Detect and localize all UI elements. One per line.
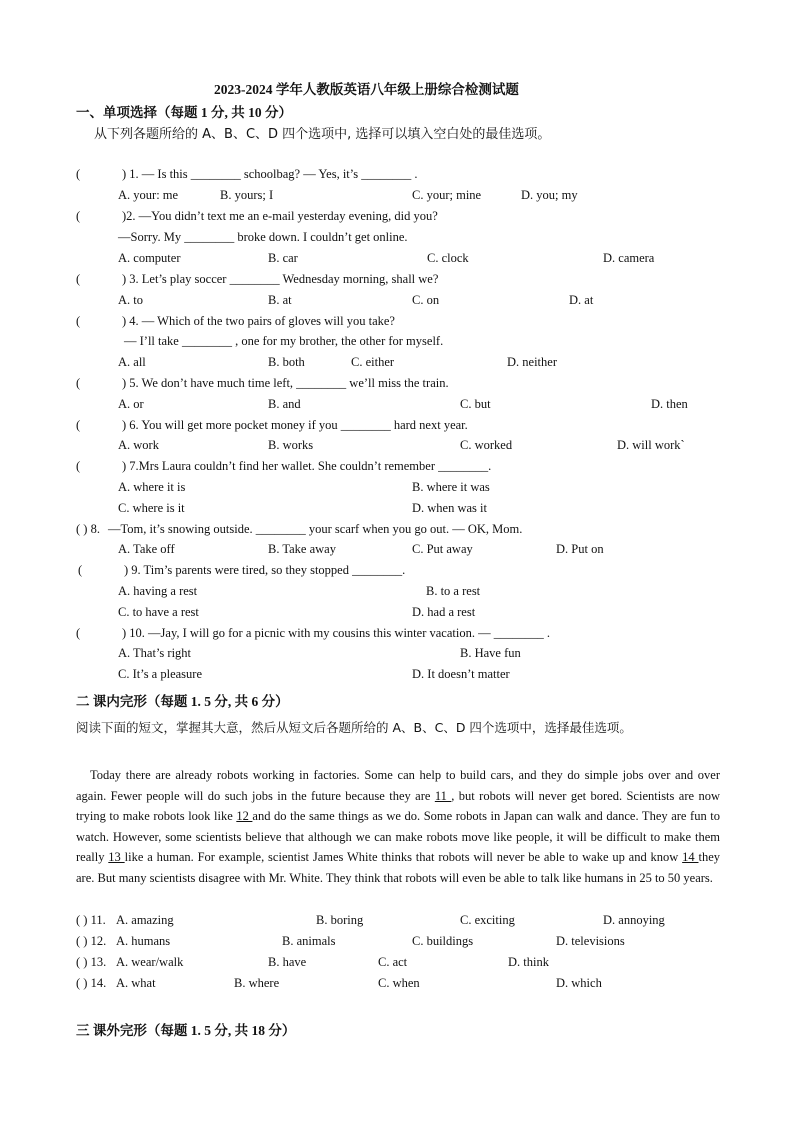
blank-11: 11 — [434, 788, 452, 803]
cloze-13-option-c: C. act — [378, 955, 408, 969]
question-7-stem: ) 7.Mrs Laura couldn’t find her wallet. She couldn’t remember ________. — [122, 459, 492, 473]
question-2-option-b: B. car — [268, 251, 298, 265]
question-10-option-a: A. That’s right — [118, 646, 192, 660]
question-2-stem: )2. —You didn’t text me an e-mail yesterday evening, did you? — [122, 209, 438, 223]
section1-heading: 一、单项选择（每题 1 分, 共 10 分） — [76, 105, 292, 120]
question-5-option-c: C. but — [460, 397, 491, 411]
question-4-stem: ) 4. — Which of the two pairs of gloves will you take? — [122, 314, 395, 328]
question-8-option-b: B. Take away — [268, 542, 336, 556]
question-7-option-a: A. where it is — [118, 480, 186, 494]
question-4-option-d: D. neither — [507, 355, 557, 369]
question-10-stem: ) 10. —Jay, I will go for a picnic with my cousins this winter vacation. — ________ . — [122, 626, 550, 640]
question-4-stem-line2: — I’ll take ________ , one for my brother, the other for myself. — [124, 334, 444, 348]
cloze-13-option-b: B. have — [268, 955, 307, 969]
cloze-11-label: ( ) 11. — [76, 913, 106, 927]
question-9-option-b: B. to a rest — [426, 584, 481, 598]
question-1-option-c: C. your; mine — [412, 188, 482, 202]
cloze-passage — [76, 765, 720, 889]
blank-12: 12 — [236, 809, 253, 824]
blank-14: 14 — [682, 850, 699, 865]
question-1-option-a: A. your: me — [118, 188, 179, 202]
question-9-paren: ( — [78, 563, 83, 577]
question-1-option-d: D. you; my — [521, 188, 578, 202]
question-3-option-a: A. to — [118, 293, 143, 307]
passage-part-4: like a human. For example, scientist James White thinks that robots will never be able to wake up and know — [124, 850, 683, 865]
question-10-option-c: C. It’s a pleasure — [118, 667, 203, 681]
passage-part-1: Today there are already robots working in factories. Some can help to build cars, and they do simple jobs over and over again. Fewer people will do such jobs in the future because they are — [76, 768, 720, 803]
question-6-option-d: D. will work` — [617, 438, 685, 452]
question-3-paren: ( — [76, 272, 81, 286]
question-5-option-b: B. and — [268, 397, 301, 411]
question-6-paren: ( — [76, 418, 81, 432]
question-7-option-c: C. where is it — [118, 501, 185, 515]
question-8-paren: ( ) 8. — [76, 522, 100, 536]
question-5-option-d: D. then — [651, 397, 688, 411]
question-9-option-c: C. to have a rest — [118, 605, 199, 619]
passage-part-3: and do the same things as we do. Some robots in Japan can walk and dance. They are fun to watch. However, some scientists believe that although we can make robots move like people, it will be difficult to make them really — [76, 809, 720, 865]
cloze-13-option-d: D. think — [508, 955, 549, 969]
question-9-option-a: A. having a rest — [118, 584, 198, 598]
question-2-option-c: C. clock — [427, 251, 469, 265]
section2-heading: 二 课内完形（每题 1. 5 分, 共 6 分） — [76, 694, 289, 709]
question-9-option-d: D. had a rest — [412, 605, 476, 619]
blank-13: 13 — [108, 850, 125, 865]
question-8-option-a: A. Take off — [118, 542, 175, 556]
cloze-14-option-b: B. where — [234, 976, 280, 990]
cloze-14-label: ( ) 14. — [76, 976, 107, 990]
cloze-12-option-c: C. buildings — [412, 934, 474, 948]
question-1-option-b: B. yours; I — [220, 188, 274, 202]
question-6-option-b: B. works — [268, 438, 314, 452]
cloze-14-option-c: C. when — [378, 976, 420, 990]
question-4-option-c: C. either — [351, 355, 395, 369]
question-9-stem: ) 9. Tim’s parents were tired, so they stopped ________. — [124, 563, 406, 577]
question-8-option-c: C. Put away — [412, 542, 473, 556]
cloze-11-option-d: D. annoying — [603, 913, 665, 927]
question-1-stem: ) 1. — Is this ________ schoolbag? — Yes, it’s ________ . — [122, 167, 418, 181]
question-8-stem: —Tom, it’s snowing outside. ________ your scarf when you go out. — OK, Mom. — [108, 522, 523, 536]
question-6-option-a: A. work — [118, 438, 159, 452]
question-7-option-d: D. when was it — [412, 501, 487, 515]
question-10-paren: ( — [76, 626, 81, 640]
question-10-option-b: B. Have fun — [460, 646, 521, 660]
question-4-option-a: A. all — [118, 355, 146, 369]
cloze-11-option-c: C. exciting — [460, 913, 515, 927]
cloze-12-option-a: A. humans — [116, 934, 171, 948]
cloze-12-option-d: D. televisions — [556, 934, 625, 948]
question-5-stem: ) 5. We don’t have much time left, ________ we’ll miss the train. — [122, 376, 449, 390]
question-6-stem: ) 6. You will get more pocket money if you ________ hard next year. — [122, 418, 468, 432]
question-7-paren: ( — [76, 459, 81, 473]
question-1-paren: ( — [76, 167, 81, 181]
question-6-option-c: C. worked — [460, 438, 513, 452]
cloze-11-option-b: B. boring — [316, 913, 364, 927]
section1-instruction: 从下列各题所给的 A、B、C、D 四个选项中, 选择可以填入空白处的最佳选项。 — [94, 127, 551, 142]
cloze-14-option-a: A. what — [116, 976, 156, 990]
page-title: 2023-2024 学年人教版英语八年级上册综合检测试题 — [214, 82, 519, 97]
question-2-option-a: A. computer — [118, 251, 181, 265]
question-4-option-b: B. both — [268, 355, 305, 369]
question-3-option-b: B. at — [268, 293, 292, 307]
question-2-option-d: D. camera — [603, 251, 655, 265]
question-3-option-d: D. at — [569, 293, 594, 307]
question-4-paren: ( — [76, 314, 81, 328]
cloze-12-label: ( ) 12. — [76, 934, 107, 948]
question-8-option-d: D. Put on — [556, 542, 604, 556]
cloze-12-option-b: B. animals — [282, 934, 336, 948]
question-7-option-b: B. where it was — [412, 480, 490, 494]
cloze-11-option-a: A. amazing — [116, 913, 174, 927]
cloze-14-option-d: D. which — [556, 976, 602, 990]
question-10-option-d: D. It doesn’t matter — [412, 667, 510, 681]
section3-heading: 三 课外完形（每题 1. 5 分, 共 18 分） — [76, 1023, 296, 1038]
section2-instruction: 阅读下面的短文，掌握其大意，然后从短文后各题所给的 A、B、C、D 四个选项中，选择最佳选项。 — [76, 720, 632, 735]
cloze-13-label: ( ) 13. — [76, 955, 107, 969]
passage-part-5: they are. But many scientists disagree with Mr. White. They think that robots will even be able to talk like humans in 25 to 50 years. — [76, 850, 721, 885]
cloze-13-option-a: A. wear/walk — [116, 955, 184, 969]
question-5-option-a: A. or — [118, 397, 144, 411]
passage-part-2: , but robots will never get bored. Scientists are now trying to make robots look like — [76, 788, 720, 824]
question-3-option-c: C. on — [412, 293, 440, 307]
question-3-stem: ) 3. Let’s play soccer ________ Wednesday morning, shall we? — [122, 272, 439, 286]
question-5-paren: ( — [76, 376, 81, 390]
question-2-paren: ( — [76, 209, 81, 223]
question-2-stem-line2: —Sorry. My ________ broke down. I couldn’t get online. — [118, 230, 408, 244]
